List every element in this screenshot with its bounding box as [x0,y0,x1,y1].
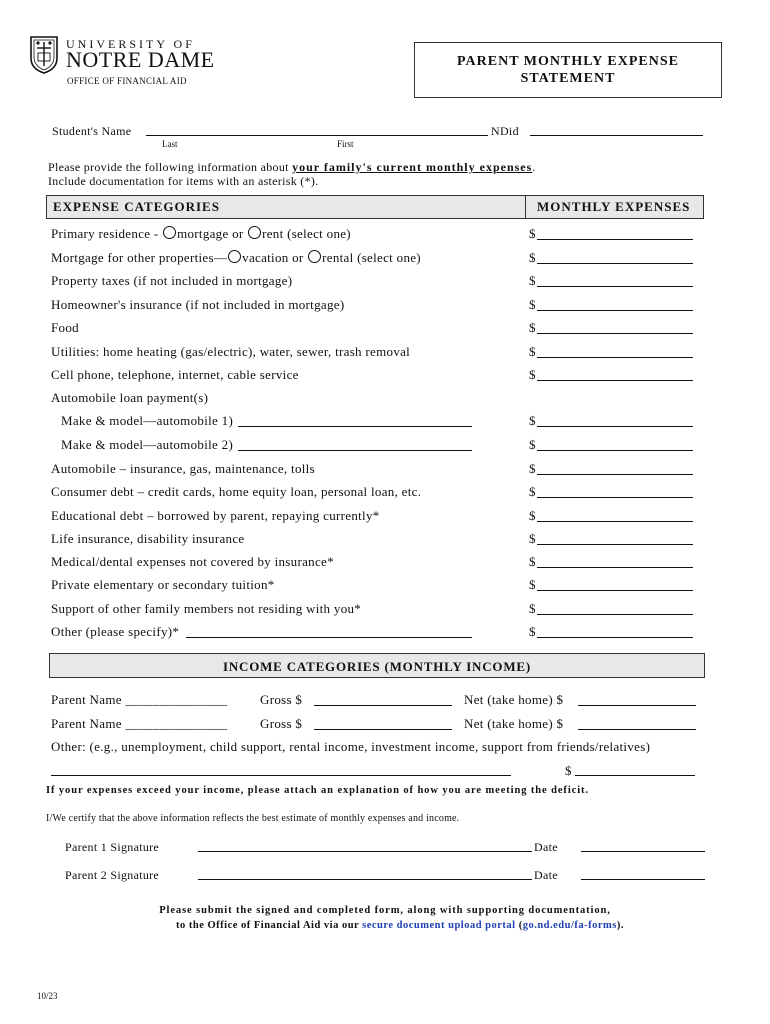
expense-amount-field[interactable] [537,380,693,381]
primary-residence-row: Primary residence - mortgage or rent (select one) [51,226,351,241]
form-title-box [414,42,722,98]
expense-item-label: Consumer debt – credit cards, home equity loan, personal loan, etc. [51,484,422,499]
expense-amount-field[interactable] [537,357,693,358]
mortgage-radio[interactable] [163,226,176,239]
auto1-label: Make & model—automobile 1) [61,413,234,428]
expense-item-label: Homeowner's insurance (if not included in mortgage) [51,297,345,312]
rent-radio[interactable] [248,226,261,239]
expense-amount-field[interactable] [537,521,693,522]
submit-instructions-line1: Please submit the signed and completed form, along with supporting documentation, [159,905,611,916]
auto2-amount-field[interactable] [537,450,693,451]
parent2-signature-label: Parent 2 Signature [65,868,160,882]
net-label: Net (take home) $ [464,692,564,707]
certification-statement: I/We certify that the above information reflects the best estimate of monthly expenses and income. [46,813,460,824]
expense-item-label: Cell phone, telephone, internet, cable service [51,367,299,382]
other-expense-specify-field[interactable] [186,637,472,638]
expense-item-label: Property taxes (if not included in mortgage) [51,273,293,288]
expense-amount-field[interactable] [537,474,693,475]
expense-item-label: Automobile – insurance, gas, maintenance, tolls [51,461,315,476]
ndid-label: NDid [491,124,519,138]
submit-instructions-line2: to the Office of Financial Aid via our secure document upload portal (go.nd.edu/fa-forms). [176,920,624,931]
form-title-line1: PARENT MONTHLY EXPENSE [457,54,679,69]
last-name-caption: Last [162,139,178,149]
office-name: OFFICE OF FINANCIAL AID [67,76,187,86]
expense-amount-field[interactable] [537,614,693,615]
deficit-note: If your expenses exceed your income, please attach an explanation of how you are meeting the deficit. [46,785,589,796]
expense-table-header [46,195,704,219]
parent1-net-field[interactable] [578,705,696,706]
instructions-line1: Please provide the following information about your family's current monthly expenses. [48,160,536,174]
instructions-line2: Include documentation for items with an asterisk (*). [48,174,319,188]
expense-amount-field[interactable] [537,544,693,545]
university-shield-logo [30,36,58,74]
expense-item-label: Support of other family members not residing with you* [51,601,362,616]
auto2-label: Make & model—automobile 2) [61,437,234,452]
expense-amount-field[interactable] [537,333,693,334]
parent2-net-field[interactable] [578,729,696,730]
fa-forms-link[interactable]: go.nd.edu/fa-forms [522,920,617,931]
other-expense-amount-field[interactable] [537,637,693,638]
parent1-signature-label: Parent 1 Signature [65,840,160,854]
form-title-line2: STATEMENT [520,71,616,86]
parent2-signature-field[interactable] [198,879,532,880]
expense-item-label: Medical/dental expenses not covered by insurance* [51,554,334,569]
other-properties-amount[interactable] [537,263,693,264]
student-name-field[interactable] [146,135,488,136]
parent2-name-label: Parent Name _______________ [51,716,228,731]
ndid-field[interactable] [530,135,703,136]
form-version: 10/23 [37,991,58,1001]
auto1-model-field[interactable] [238,426,472,427]
auto-loan-label: Automobile loan payment(s) [51,390,209,405]
other-income-amount-field[interactable] [575,775,695,776]
expense-amount-field[interactable] [537,590,693,591]
expense-amount-field[interactable] [537,567,693,568]
parent2-date-field[interactable] [581,879,705,880]
other-income-label: Other: (e.g., unemployment, child support, rental income, investment income, support from friends/relatives) [51,739,651,754]
income-categories-header: INCOME CATEGORIES (MONTHLY INCOME) [49,653,705,678]
monthly-expenses-heading: MONTHLY EXPENSES [537,199,691,214]
student-name-label: Student's Name [52,124,132,138]
expense-item-label: Food [51,320,79,335]
expense-item-label: Life insurance, disability insurance [51,531,245,546]
gross-label: Gross $ [260,692,303,707]
auto1-amount-field[interactable] [537,426,693,427]
expense-categories-heading: EXPENSE CATEGORIES [53,199,220,214]
expense-item-label: Educational debt – borrowed by parent, repaying currently* [51,508,380,523]
upload-portal-link[interactable]: secure document upload portal [362,920,516,931]
parent1-name-label: Parent Name _______________ [51,692,228,707]
expense-item-label: Utilities: home heating (gas/electric), water, sewer, trash removal [51,344,411,359]
parent2-gross-field[interactable] [314,729,452,730]
date-label: Date [534,868,558,882]
university-name-main: NOTRE DAME [66,47,215,72]
rental-radio[interactable] [308,250,321,263]
other-income-description-field[interactable] [51,775,511,776]
first-name-caption: First [337,139,354,149]
expense-item-label: Private elementary or secondary tuition* [51,577,275,592]
other-expense-label: Other (please specify)* [51,624,180,639]
net-label: Net (take home) $ [464,716,564,731]
expense-amount-field[interactable] [537,310,693,311]
parent1-signature-field[interactable] [198,851,532,852]
auto2-model-field[interactable] [238,450,472,451]
expense-amount-field[interactable] [537,497,693,498]
primary-residence-amount[interactable] [537,239,693,240]
vacation-radio[interactable] [228,250,241,263]
university-name-top: UNIVERSITY OF [66,37,195,51]
date-label: Date [534,840,558,854]
expense-amount-field[interactable] [537,286,693,287]
instructions-emphasis: your family's current monthly expenses [292,160,533,174]
parent1-date-field[interactable] [581,851,705,852]
other-properties-row: Mortgage for other properties— vacation or rental (select one) [51,250,421,265]
gross-label: Gross $ [260,716,303,731]
parent1-gross-field[interactable] [314,705,452,706]
